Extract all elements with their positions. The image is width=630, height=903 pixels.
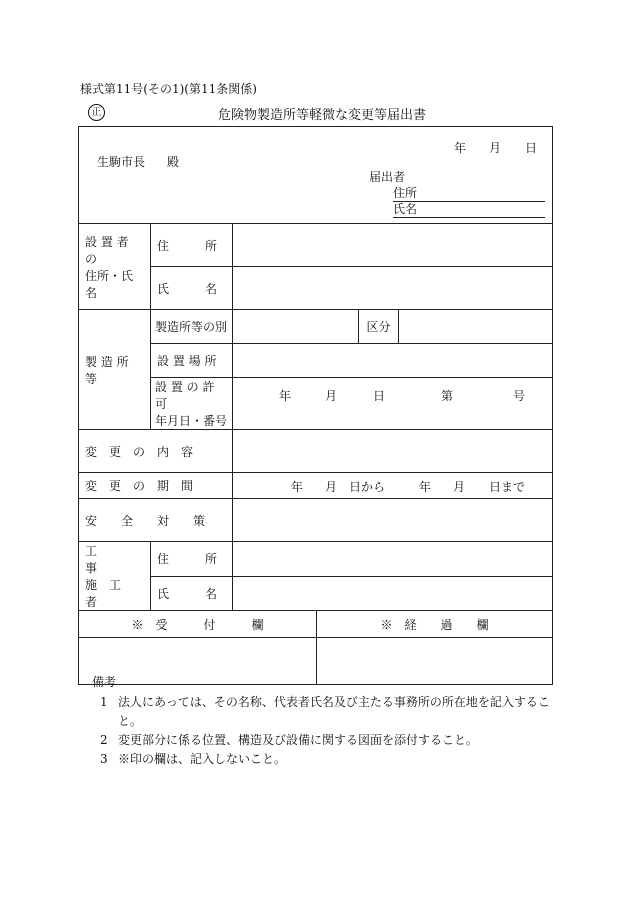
safety-label: 安 全 対 策 — [79, 499, 233, 542]
note-item-1 — [100, 693, 550, 710]
document-title: 危険物製造所等軽微な変更等届出書 — [218, 108, 427, 123]
installer-name-field[interactable] — [233, 267, 553, 310]
permit-no-prefix: 第 — [441, 389, 454, 403]
addressee: 生駒市長 — [97, 155, 146, 169]
location-label: 設 置 場 所 — [151, 344, 233, 378]
date-year-label: 年 — [454, 141, 467, 155]
category-field[interactable] — [399, 310, 553, 344]
change-content-field[interactable] — [233, 430, 553, 473]
note-item-1-cont — [100, 712, 142, 729]
category-label: 区分 — [359, 310, 399, 344]
permit-label-line2: 年月日・番号 — [155, 414, 228, 428]
installer-label-cell — [79, 224, 151, 310]
contractor-address-label: 住 所 — [151, 542, 233, 577]
permit-day-label: 日 — [373, 389, 386, 403]
note-text: 法人にあっては、その名称、代表者氏名及び主たる事務所の所在地を記入するこ — [118, 695, 550, 709]
facility-type-field[interactable] — [233, 310, 359, 344]
period-year1-label: 年 — [291, 480, 304, 494]
facility-type-label: 製造所等の別 — [151, 310, 233, 344]
facility-label: 製 造 所 等 — [79, 310, 151, 430]
progress-label: ※ 経 過 欄 — [317, 611, 553, 638]
installer-address-label: 住 所 — [151, 224, 233, 267]
safety-field[interactable] — [233, 499, 553, 542]
seal-mark: 正 — [88, 104, 105, 121]
note-number: 1 — [100, 695, 108, 709]
notifier-name-line[interactable] — [393, 200, 545, 218]
notifier-label: 届出者 — [369, 170, 406, 184]
header-block — [79, 127, 553, 224]
permit-no-suffix: 号 — [513, 389, 526, 403]
contractor-name-label: 氏 名 — [151, 576, 233, 611]
permit-month-label: 月 — [325, 389, 338, 403]
note-text: ※印の欄は、記入しないこと。 — [118, 752, 287, 766]
change-period-field[interactable] — [233, 473, 553, 499]
change-period-label: 変 更 の 期 間 — [79, 473, 233, 499]
notification-form — [78, 126, 553, 685]
period-year2-label: 年 — [419, 480, 432, 494]
honorific: 殿 — [167, 155, 180, 169]
period-day2-label: 日まで — [489, 480, 526, 494]
date-day-label: 日 — [525, 141, 538, 155]
installer-address-field[interactable] — [233, 224, 553, 267]
permit-year-label: 年 — [279, 389, 292, 403]
notifier-name-label: 氏名 — [393, 200, 545, 218]
reception-label: ※ 受 付 欄 — [79, 611, 317, 638]
installer-label-line1: 設 置 者 の — [85, 234, 129, 266]
contractor-label-line2: 施 工 者 — [85, 578, 134, 609]
contractor-label-line1: 工 事 — [85, 544, 134, 575]
period-month1-label: 月 — [325, 480, 338, 494]
note-number: 2 — [100, 733, 108, 747]
location-field[interactable] — [233, 344, 553, 378]
permit-label-cell — [151, 378, 233, 430]
note-item-3 — [100, 750, 286, 767]
contractor-address-field[interactable] — [233, 542, 553, 577]
note-number: 3 — [100, 752, 108, 766]
change-content-label: 変 更 の 内 容 — [79, 430, 233, 473]
installer-label-line2: 住所・氏名 — [85, 268, 134, 300]
note-item-2 — [100, 731, 478, 748]
notes-heading: 備考 — [92, 675, 117, 689]
permit-label-line1: 設 置 の 許 可 — [155, 380, 215, 411]
period-month2-label: 月 — [453, 480, 466, 494]
date-month-label: 月 — [489, 141, 502, 155]
progress-field — [317, 638, 553, 685]
installer-name-label: 氏 名 — [151, 267, 233, 310]
note-text: と。 — [118, 714, 143, 728]
contractor-name-field[interactable] — [233, 576, 553, 611]
period-day1-label: 日から — [349, 480, 386, 494]
contractor-label-cell — [79, 542, 151, 611]
notifier-address-label: 住所 — [393, 184, 545, 202]
permit-field[interactable] — [233, 378, 553, 430]
note-text: 変更部分に係る位置、構造及び設備に関する図面を添付すること。 — [118, 733, 479, 747]
form-number: 様式第11号(その1)(第11条関係) — [80, 82, 257, 96]
